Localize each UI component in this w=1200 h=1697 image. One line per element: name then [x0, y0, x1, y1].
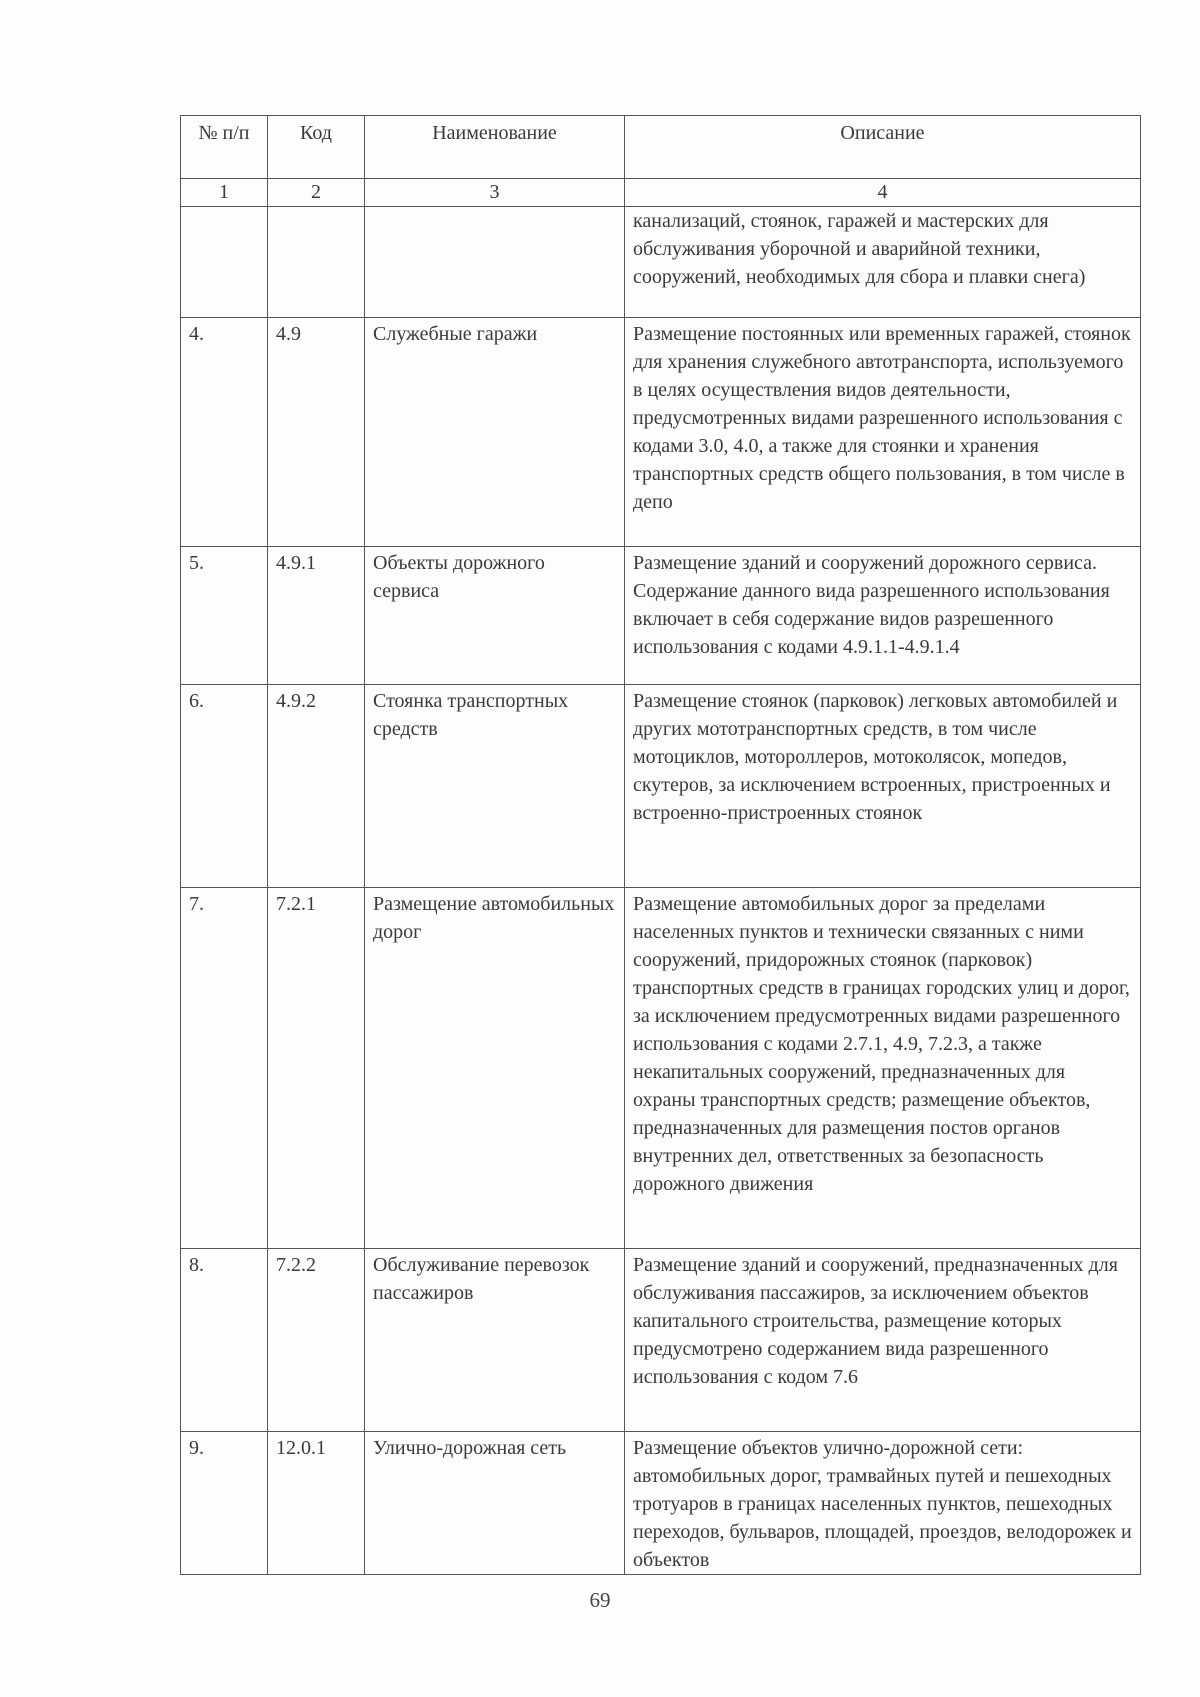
row-code: 7.2.1 [268, 888, 365, 1249]
row-name: Улично-дорожная сеть [365, 1432, 625, 1575]
row-name: Размещение автомобильных дорог [365, 888, 625, 1249]
row-code [268, 207, 365, 318]
row-number: 8. [181, 1249, 268, 1432]
row-number: 9. [181, 1432, 268, 1575]
row-number [181, 207, 268, 318]
header-description: Описание [625, 116, 1141, 179]
row-number: 4. [181, 318, 268, 547]
row-description: Размещение зданий и сооружений дорожного сервиса. Содержание данного вида разрешенного использования включает в себя содержание видов разрешенного использования с кодами 4.9.1.1-4.9.1.4 [625, 547, 1141, 685]
table-row [181, 207, 1141, 318]
row-description: Размещение зданий и сооружений, предназначенных для обслуживания пассажиров, за исключением объектов капитального строительства, размещение которых предусмотрено содержанием вида разрешенного использования с кодом 7.6 [625, 1249, 1141, 1432]
row-description: Размещение постоянных или временных гаражей, стоянок для хранения служебного автотранспорта, используемого в целях осуществления видов деятельности, предусмотренных видами разрешенного использования с кодами 3.0, 4.0, а также для стоянки и хранения транспортных средств общего пользования, в том числе в депо [625, 318, 1141, 547]
row-code: 7.2.2 [268, 1249, 365, 1432]
row-name [365, 207, 625, 318]
row-number: 5. [181, 547, 268, 685]
row-code: 12.0.1 [268, 1432, 365, 1575]
column-index: 2 [268, 179, 365, 207]
header-name: Наименование [365, 116, 625, 179]
row-code: 4.9 [268, 318, 365, 547]
table-row [181, 1249, 1141, 1432]
column-index: 4 [625, 179, 1141, 207]
column-index: 3 [365, 179, 625, 207]
column-index: 1 [181, 179, 268, 207]
table-row [181, 1432, 1141, 1575]
table-row [181, 888, 1141, 1249]
row-description: канализаций, стоянок, гаражей и мастерских для обслуживания уборочной и аварийной техники, сооружений, необходимых для сбора и плавки снега) [625, 207, 1141, 318]
row-description: Размещение автомобильных дорог за пределами населенных пунктов и технически связанных с ними сооружений, придорожных стоянок (парковок) транспортных средств в границах городских улиц и дорог, за исключением предусмотренных видами разрешенного использования с кодами 2.7.1, 4.9, 7.2.3, а также некапитальных сооружений, предназначенных для охраны транспортных средств; размещение объектов, предназначенных для размещения постов органов внутренних дел, ответственных за безопасность дорожного движения [625, 888, 1141, 1249]
row-description: Размещение стоянок (парковок) легковых автомобилей и других мототранспортных средств, в том числе мотоциклов, мотороллеров, мотоколясок, мопедов, скутеров, за исключением встроенных, пристроенных и встроенно-пристроенных стоянок [625, 685, 1141, 888]
page-number: 69 [589, 1588, 611, 1612]
row-description: Размещение объектов улично-дорожной сети: автомобильных дорог, трамвайных путей и пешеходных тротуаров в границах населенных пунктов, пешеходных переходов, бульваров, площадей, проездов, велодорожек и объектов [625, 1432, 1141, 1575]
row-name: Стоянка транспортных средств [365, 685, 625, 888]
row-code: 4.9.1 [268, 547, 365, 685]
table-row [181, 318, 1141, 547]
row-name: Обслуживание перевозок пассажиров [365, 1249, 625, 1432]
row-name: Объекты дорожного сервиса [365, 547, 625, 685]
row-number: 6. [181, 685, 268, 888]
column-index-row [181, 179, 1141, 207]
header-code: Код [268, 116, 365, 179]
row-code: 4.9.2 [268, 685, 365, 888]
row-number: 7. [181, 888, 268, 1249]
table-row [181, 547, 1141, 685]
row-name: Служебные гаражи [365, 318, 625, 547]
table-header-row [181, 116, 1141, 179]
header-number: № п/п [181, 116, 268, 179]
land-use-table [180, 115, 1141, 1575]
table-row [181, 685, 1141, 888]
